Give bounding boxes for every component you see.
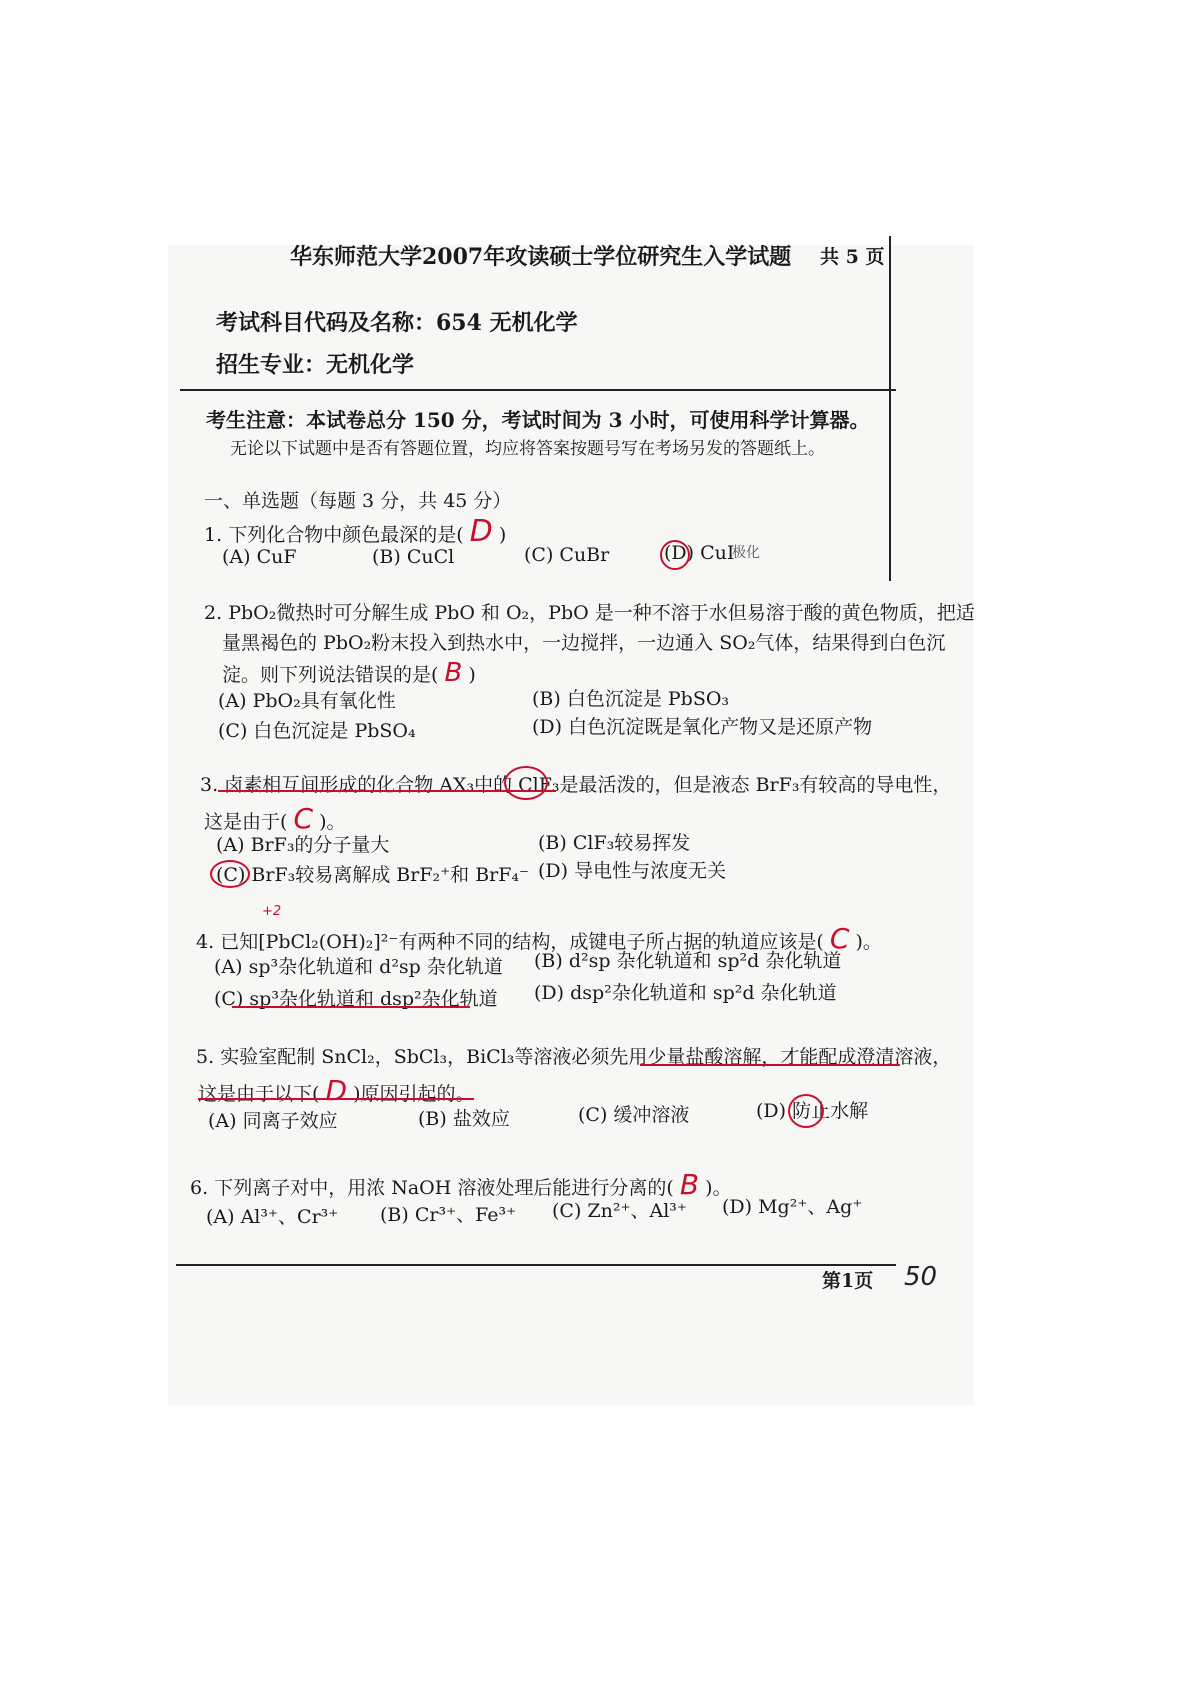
q6-option-c: (C) Zn²⁺、Al³⁺: [552, 1200, 687, 1222]
q1-option-a: (A) CuF: [222, 546, 297, 568]
total-pages: 共 5 页: [820, 246, 885, 268]
question-text: 卤素相互间形成的化合物 AX₃中的 ClF₃是最活泼的，但是液态 BrF₃有较高的导电性，: [224, 774, 952, 796]
q5-underline-1: [640, 1064, 900, 1066]
handwritten-answer: C: [829, 922, 850, 955]
q1-option-c: (C) CuBr: [524, 544, 610, 566]
subject-label: 考试科目代码及名称：654 无机化学: [216, 310, 578, 336]
major-label: 招生专业：无机化学: [216, 352, 415, 378]
q4-option-c: (C) sp³杂化轨道和 dsp²杂化轨道: [214, 988, 498, 1010]
q3-option-d: (D) 导电性与浓度无关: [538, 860, 727, 882]
q5-option-a: (A) 同离子效应: [208, 1110, 338, 1132]
handwritten-answer: B: [444, 658, 463, 688]
question-number: 5.: [196, 1046, 215, 1068]
handwritten-answer: D: [325, 1074, 348, 1107]
q1-answer-circle: [660, 540, 690, 570]
q4-option-a: (A) sp³杂化轨道和 d²sp 杂化轨道: [214, 956, 503, 978]
q6-option-a: (A) Al³⁺、Cr³⁺: [206, 1206, 339, 1228]
question-text-end: ): [468, 664, 476, 686]
q4-option-c-underline: [232, 1006, 470, 1008]
q1-option-b: (B) CuCl: [372, 546, 455, 568]
section-heading: 一、单选题（每题 3 分，共 45 分）: [204, 490, 512, 512]
q6-option-d: (D) Mg²⁺、Ag⁺: [722, 1196, 863, 1218]
question-text: 下列化合物中颜色最深的是(: [228, 524, 464, 546]
question-text: PbO₂微热时可分解生成 PbO 和 O₂，PbO 是一种不溶于水但易溶于酸的黄色物质，把适: [228, 602, 975, 624]
handwritten-answer: C: [293, 802, 314, 835]
handwritten-answer: B: [679, 1168, 700, 1201]
q4-option-b: (B) d²sp 杂化轨道和 sp²d 杂化轨道: [534, 950, 842, 972]
q2-option-a: (A) PbO₂具有氧化性: [218, 690, 396, 712]
q3-option-a: (A) BrF₃的分子量大: [216, 834, 390, 856]
question-text-end: )原因引起的。: [353, 1083, 475, 1105]
q3-answer-circle: [210, 860, 250, 888]
q1-handwritten-note: 极化: [732, 545, 760, 561]
q3-clf3-circle: [504, 766, 548, 800]
header-divider: [180, 389, 896, 391]
question-number: 1.: [204, 524, 223, 546]
notice-line-1: 考生注意：本试卷总分 150 分，考试时间为 3 小时，可使用科学计算器。: [206, 408, 870, 432]
question-1-stem: [204, 514, 506, 549]
question-text-end: )。: [319, 811, 346, 833]
question-text: 下列离子对中，用浓 NaOH 溶液处理后能进行分离的(: [214, 1177, 674, 1199]
q5-option-d: (D) 防止水解: [756, 1100, 869, 1122]
question-text: 已知[PbCl₂(OH)₂]²⁻有两种不同的结构，成键电子所占据的轨道应该是(: [220, 931, 824, 953]
q3-option-c: (C) BrF₃较易离解成 BrF₂⁺和 BrF₄⁻: [216, 864, 530, 886]
footer-divider: [176, 1264, 896, 1266]
question-2-line-1: [204, 598, 975, 625]
question-text-end: ): [498, 524, 507, 546]
question-text-end: )。: [705, 1177, 732, 1199]
question-text-end: )。: [855, 931, 882, 953]
question-2-line-3: [222, 658, 476, 688]
right-border-line: [889, 236, 891, 581]
q2-option-b: (B) 白色沉淀是 PbSO₃: [532, 688, 730, 710]
q3-option-b: (B) ClF₃较易挥发: [538, 832, 691, 854]
question-number: 6.: [190, 1177, 209, 1199]
q2-option-d: (D) 白色沉淀既是氧化产物又是还原产物: [532, 716, 873, 738]
page-number-label: 第1页: [822, 1270, 874, 1292]
q4-option-d: (D) dsp²杂化轨道和 sp²d 杂化轨道: [534, 982, 837, 1004]
question-text: 这是由于以下(: [198, 1083, 320, 1105]
question-number: 2.: [204, 602, 223, 624]
question-text: 实验室配制 SnCl₂，SbCl₃，BiCl₃等溶液必须先用少量盐酸溶解，才能配成澄清溶液，: [220, 1046, 952, 1068]
q5-option-c: (C) 缓冲溶液: [578, 1104, 690, 1126]
handwritten-score: 50: [904, 1262, 938, 1292]
q1-option-d: (D) CuI: [664, 542, 735, 564]
q5-underline-2: [198, 1098, 474, 1100]
exam-title: 华东师范大学2007年攻读硕士学位研究生入学试题: [290, 244, 792, 270]
q5-answer-circle: [788, 1094, 824, 1128]
notice-line-2: 无论以下试题中是否有答题位置，均应将答案按题号写在考场另发的答题纸上。: [230, 439, 825, 459]
question-5-line-2: [198, 1074, 475, 1107]
q5-option-b: (B) 盐效应: [418, 1108, 510, 1130]
handwritten-answer: D: [469, 514, 493, 549]
question-number: 4.: [196, 931, 215, 953]
q6-option-b: (B) Cr³⁺、Fe³⁺: [380, 1204, 517, 1226]
question-3-line-1: [200, 770, 951, 797]
q2-option-c: (C) 白色沉淀是 PbSO₄: [218, 720, 416, 742]
question-2-line-2: 量黑褐色的 PbO₂粉末投入到热水中，一边搅拌，一边通入 SO₂气体，结果得到白色沉: [222, 632, 946, 654]
question-number: 3.: [200, 774, 219, 796]
q4-handwritten-charge: +2: [262, 904, 282, 919]
question-text: 这是由于(: [204, 811, 288, 833]
question-text: 淀。则下列说法错误的是(: [222, 664, 439, 686]
